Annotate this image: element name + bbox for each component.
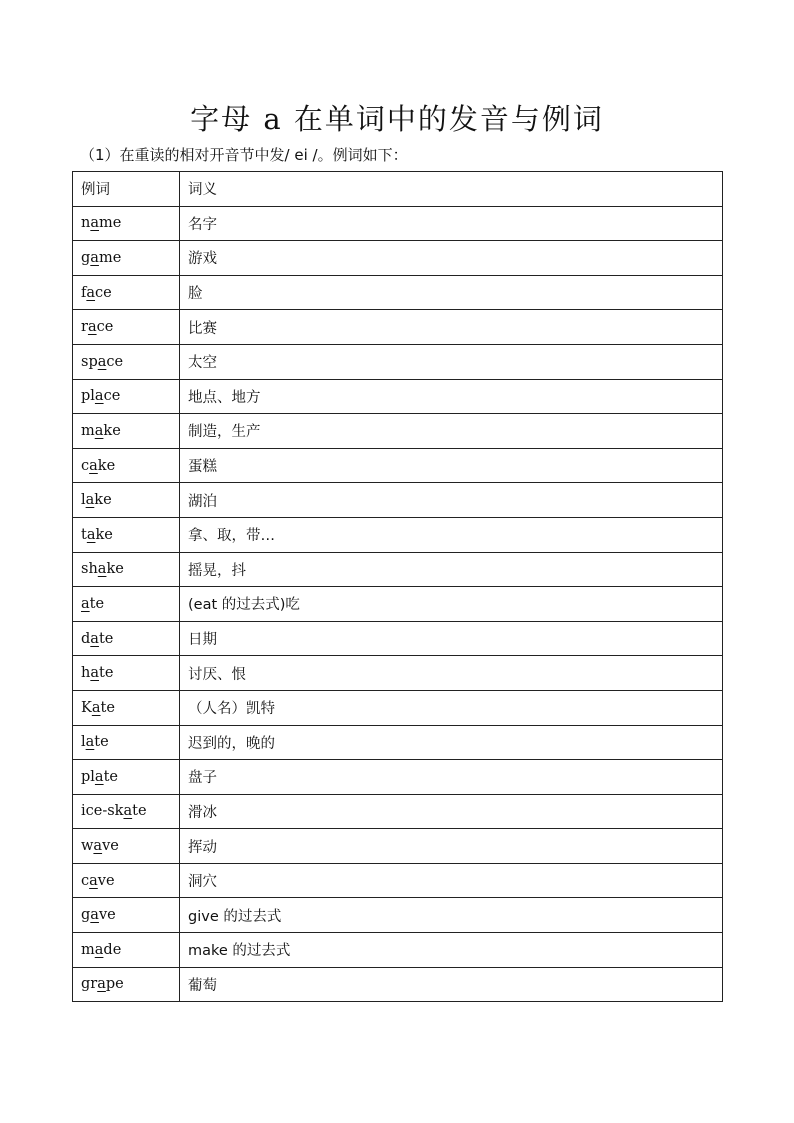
underlined-vowel: a [90,630,99,647]
underlined-vowel: a [86,284,96,301]
word-suffix: te [98,630,114,647]
example-word [73,206,180,241]
example-word [73,933,180,968]
word-table [72,171,723,1002]
word-meaning: give 的过去式 [180,898,723,933]
table-row [73,829,723,864]
table-row [73,310,723,345]
underlined-vowel: a [94,422,104,439]
word-suffix: ke [106,561,124,578]
example-word [73,760,180,795]
underlined-vowel: a [97,561,107,578]
word-prefix: c [81,457,90,474]
table-row [73,725,723,760]
example-word [73,621,180,656]
word-prefix: t [81,526,87,543]
example-word [73,483,180,518]
word-prefix: g [81,907,91,924]
example-word [73,241,180,276]
table-row [73,448,723,483]
word-meaning: 摇晃，抖 [180,552,723,587]
word-prefix: h [81,665,91,682]
example-word [73,967,180,1002]
underlined-vowel: a [94,388,104,405]
page-title: 字母 a 在单词中的发音与例词 [190,102,604,136]
word-suffix: ke [94,492,112,509]
header-word: 例词 [73,172,180,207]
word-prefix: r [81,319,88,336]
table-row [73,933,723,968]
word-suffix: pe [105,976,124,993]
word-suffix: te [100,699,115,716]
word-prefix: l [81,734,86,751]
underlined-vowel: a [97,976,106,993]
word-meaning: 名字 [180,206,723,241]
word-prefix: l [81,492,86,509]
word-prefix: f [81,284,87,301]
table-row [73,275,723,310]
word-meaning: (eat 的过去式)吃 [180,587,723,622]
word-meaning: 蛋糕 [180,448,723,483]
word-suffix: te [99,665,114,682]
table-row [73,517,723,552]
example-word [73,587,180,622]
underlined-vowel: a [85,492,95,509]
word-meaning: 拿、取，带… [180,517,723,552]
example-word [73,344,180,379]
word-suffix: de [103,941,122,958]
table-row [73,656,723,691]
table-row [73,760,723,795]
word-meaning: 挥动 [180,829,723,864]
underlined-vowel: a [94,768,104,785]
word-meaning: 讨厌、恨 [180,656,723,691]
word-suffix: ce [103,388,121,405]
word-meaning: 洞穴 [180,863,723,898]
table-row [73,690,723,725]
example-word [73,379,180,414]
word-meaning: make 的过去式 [180,933,723,968]
table-row [73,414,723,449]
example-word [73,448,180,483]
word-prefix: w [81,838,94,855]
word-meaning: 滑冰 [180,794,723,829]
table-row [73,379,723,414]
word-meaning: （人名）凯特 [180,690,723,725]
underlined-vowel: a [86,526,96,543]
word-meaning: 比赛 [180,310,723,345]
underlined-vowel: a [94,941,104,958]
word-meaning: 太空 [180,344,723,379]
example-word [73,863,180,898]
underlined-vowel: a [90,215,99,232]
table-row [73,344,723,379]
word-prefix: pl [81,388,95,405]
table-row [73,863,723,898]
word-prefix: K [81,699,92,716]
underlined-vowel: a [90,907,99,924]
underlined-vowel: a [89,872,98,889]
word-suffix: ke [103,422,121,439]
example-word [73,517,180,552]
table-row [73,483,723,518]
table-row [73,621,723,656]
word-prefix: pl [81,768,95,785]
underlined-vowel: a [97,353,107,370]
word-suffix: ke [95,526,113,543]
word-suffix: te [103,768,118,785]
header-meaning: 词义 [180,172,723,207]
word-prefix: g [81,249,91,266]
word-meaning: 脸 [180,275,723,310]
underlined-vowel: a [90,665,99,682]
word-meaning: 湖泊 [180,483,723,518]
word-prefix: c [81,872,90,889]
example-word [73,690,180,725]
example-word [73,414,180,449]
word-suffix: ve [97,872,115,889]
word-prefix: n [81,215,91,232]
word-meaning: 制造，生产 [180,414,723,449]
word-meaning: 迟到的，晚的 [180,725,723,760]
word-meaning: 盘子 [180,760,723,795]
example-word [73,275,180,310]
underlined-vowel: a [123,803,133,820]
example-word [73,552,180,587]
word-suffix: me [98,249,122,266]
table-row [73,898,723,933]
table-header-row [73,172,723,207]
word-prefix: ice-sk [81,803,124,820]
word-prefix: sp [81,353,98,370]
word-prefix: m [81,941,95,958]
word-suffix: ce [106,353,124,370]
word-suffix: ke [97,457,116,474]
table-row [73,206,723,241]
table-row [73,552,723,587]
word-suffix: te [94,734,109,751]
underlined-vowel: a [85,734,95,751]
intro-text: （1）在重读的相对开音节中发/ ei /。例词如下： [80,146,408,164]
word-suffix: te [132,803,147,820]
word-prefix: d [81,630,91,647]
word-prefix: gr [81,976,98,993]
example-word [73,794,180,829]
example-word [73,898,180,933]
underlined-vowel: a [81,595,90,612]
underlined-vowel: a [90,249,99,266]
word-meaning: 地点、地方 [180,379,723,414]
word-suffix: ce [96,319,114,336]
word-prefix: sh [81,561,98,578]
word-suffix: ce [95,284,112,301]
word-meaning: 葡萄 [180,967,723,1002]
underlined-vowel: a [89,457,98,474]
word-suffix: me [99,215,122,232]
table-row [73,587,723,622]
word-suffix: ve [98,907,116,924]
example-word [73,829,180,864]
underlined-vowel: a [87,319,97,336]
table-row [73,794,723,829]
word-prefix: m [81,422,95,439]
word-meaning: 游戏 [180,241,723,276]
example-word [73,310,180,345]
underlined-vowel: a [93,838,103,855]
table-row [73,241,723,276]
word-suffix: ve [102,838,119,855]
word-suffix: te [89,595,105,612]
word-meaning: 日期 [180,621,723,656]
example-word [73,656,180,691]
table-row [73,967,723,1002]
example-word [73,725,180,760]
underlined-vowel: a [91,699,101,716]
